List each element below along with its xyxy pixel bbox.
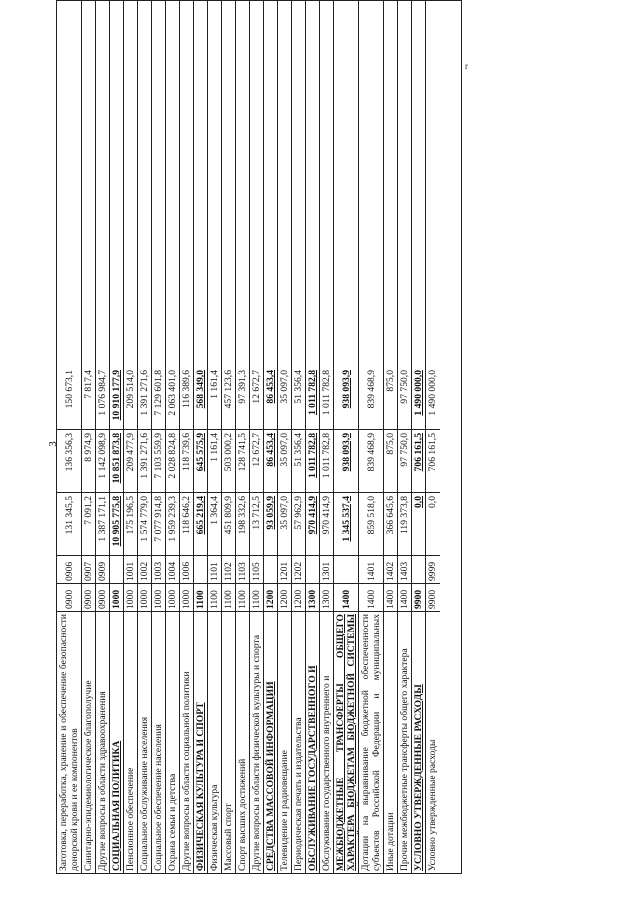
row-name: ОБСЛУЖИВАНИЕ ГОСУДАРСТВЕННОГО И [306,611,319,873]
amount-2: 706 161,5 [426,429,440,492]
row-name: Другие вопросы в области социальной политики [180,611,193,873]
amount-2: 128 741,5 [236,429,249,492]
amount-2: 12 672,7 [250,429,263,492]
amount-1: 131 345,5 [57,492,81,555]
subsection-code: 1201 [278,555,291,583]
table-row [250,1,264,873]
row-name: Прочие межбюджетные трансферты общего характера [398,611,411,873]
row-name: Обслуживание государственного внутреннего и [320,611,333,873]
budget-table [56,0,462,874]
amount-3: 1 490 000,0 [427,370,438,416]
section-code: 1300 [306,583,319,611]
subsection-code: 1004 [166,555,179,583]
amount-1: 0,0 [412,492,425,555]
subsection-code: 1402 [384,555,397,583]
table-row [264,1,278,873]
amount-2: 2 028 824,8 [166,429,179,492]
section-code: 1100 [250,583,263,611]
amount-3: 875,0 [385,370,396,392]
amount-2: 839 468,9 [359,429,383,492]
amount-3: 1 011 782,8 [307,370,318,416]
amount-3: 2 063 401,0 [167,370,178,416]
section-code: 1200 [264,583,277,611]
subsection-code: 0909 [96,555,109,583]
amount-2: 875,0 [384,429,397,492]
table-row [306,1,320,873]
table-row [138,1,152,873]
row-name: Социальное обеспечение населения [152,611,165,873]
subsection-code: 1102 [222,555,235,583]
amount-2: 1 142 098,9 [96,429,109,492]
section-code: 1000 [152,583,165,611]
table-row [412,1,426,873]
table-row [82,1,96,873]
amount-2: 209 477,9 [124,429,137,492]
section-code: 1400 [384,583,397,611]
amount-2: 1 011 782,8 [320,429,333,492]
amount-3: 35 097,0 [279,370,290,404]
table-row [124,1,138,873]
amount-3: 457 123,6 [223,370,234,409]
subsection-code [412,555,425,583]
row-name: Дотации на выравнивание бюджетной обеспеченности субъектов Российской Федерации и муниципальных [359,611,383,873]
amount-3: 97 750,0 [399,370,410,404]
amount-1: 1 364,4 [208,492,221,555]
subsection-code [194,555,207,583]
margin-mark: r [465,61,468,71]
table-row [398,1,412,873]
amount-3: 209 514,0 [125,370,136,409]
table-row [359,1,384,873]
amount-1: 451 809,9 [222,492,235,555]
amount-1: 970 414,9 [320,492,333,555]
table-row [426,1,440,873]
amount-2: 706 161,5 [412,429,425,492]
table-row [96,1,110,873]
section-code: 1200 [278,583,291,611]
amount-1: 366 645,6 [384,492,397,555]
amount-3: 150 673,1 [63,370,75,409]
section-code: 1000 [110,583,123,611]
row-name: СРЕДСТВА МАССОВОЙ ИНФОРМАЦИИ [264,611,277,873]
section-code: 1400 [398,583,411,611]
section-code: 1400 [334,583,358,611]
amount-3: 839 468,9 [365,370,377,409]
subsection-code: 1202 [292,555,305,583]
table-row [166,1,180,873]
section-code: 9900 [412,583,425,611]
amount-1: 1 959 239,3 [166,492,179,555]
row-name: Пенсионное обеспечение [124,611,137,873]
section-code: 1000 [166,583,179,611]
section-code: 9900 [426,583,440,611]
amount-3: 10 910 177,9 [111,370,122,421]
amount-2: 86 453,4 [264,429,277,492]
amount-1: 859 518,0 [359,492,383,555]
table-row [194,1,208,873]
section-code: 1000 [124,583,137,611]
amount-1: 1 345 537,4 [334,492,358,555]
amount-1: 198 332,6 [236,492,249,555]
section-code: 1200 [292,583,305,611]
amount-3: 7 129 601,8 [153,370,164,416]
amount-1: 970 414,9 [306,492,319,555]
amount-2: 645 575,9 [194,429,207,492]
table-row [292,1,306,873]
amount-3: 568 349,0 [195,370,206,409]
subsection-code: 1001 [124,555,137,583]
amount-3: 97 391,3 [237,370,248,404]
subsection-code [334,555,358,583]
table-row [236,1,250,873]
amount-3: 86 453,4 [265,370,276,404]
table-row [57,1,82,873]
subsection-code: 1002 [138,555,151,583]
amount-3: 7 817,4 [83,370,94,399]
amount-1: 175 196,5 [124,492,137,555]
row-name: Заготовка, переработка, хранение и обеспечение безопасности донорской крови и ее компонентов [57,611,81,873]
amount-3: 1 076 984,7 [97,370,108,416]
subsection-code: 1105 [250,555,263,583]
row-name: Другие вопросы в области физической культуры и спорта [250,611,263,873]
amount-2: 97 750,0 [398,429,411,492]
table-row [180,1,194,873]
row-name: Социальное обслуживание населения [138,611,151,873]
amount-3: 1 011 782,8 [321,370,332,416]
subsection-code [110,555,123,583]
amount-2: 1 011 782,8 [306,429,319,492]
amount-2: 35 097,0 [278,429,291,492]
table-row [208,1,222,873]
row-name: Массовый спорт [222,611,235,873]
amount-1: 1 574 779,0 [138,492,151,555]
amount-3: 1 161,4 [209,370,220,399]
table-row [320,1,334,873]
table-row [278,1,292,873]
section-code: 1100 [222,583,235,611]
amount-1: 35 097,0 [278,492,291,555]
subsection-code: 1403 [398,555,411,583]
amount-2: 10 851 873,8 [110,429,123,492]
row-name: Охрана семьи и детства [166,611,179,873]
table-row [222,1,236,873]
amount-2: 1 391 271,6 [138,429,151,492]
amount-2: 8 974,9 [82,429,95,492]
amount-1: 93 059,9 [264,492,277,555]
page-number: 3 [47,441,59,447]
subsection-code: 1003 [152,555,165,583]
amount-3: 938 093,9 [340,370,352,409]
amount-1: 118 646,2 [180,492,193,555]
table-row [334,1,359,873]
subsection-code: 9999 [426,555,440,583]
amount-2: 136 356,3 [57,429,81,492]
subsection-code: 1101 [208,555,221,583]
section-code: 0900 [57,583,81,611]
row-name: Санитарно-эпидемиологическое благополучие [82,611,95,873]
row-name: Спорт высших достижений [236,611,249,873]
amount-2: 938 093,9 [334,429,358,492]
amount-1: 7 077 914,8 [152,492,165,555]
amount-1: 7 091,2 [82,492,95,555]
row-name: ФИЗИЧЕСКАЯ КУЛЬТУРА И СПОРТ [194,611,207,873]
subsection-code: 0907 [82,555,95,583]
amount-1: 13 712,5 [250,492,263,555]
amount-2: 503 000,2 [222,429,235,492]
section-code: 1000 [180,583,193,611]
table-row [384,1,398,873]
subsection-code: 1103 [236,555,249,583]
row-name: Телевидение и радиовещание [278,611,291,873]
amount-1: 0,0 [426,492,440,555]
amount-3: 1 391 271,6 [139,370,150,416]
subsection-code: 0906 [57,555,81,583]
amount-2: 118 739,6 [180,429,193,492]
amount-1: 10 905 775,8 [110,492,123,555]
amount-3: 116 389,6 [181,370,192,409]
section-code: 1400 [359,583,383,611]
row-name: Иные дотации [384,611,397,873]
subsection-code: 1401 [359,555,383,583]
amount-2: 7 103 559,9 [152,429,165,492]
section-code: 1000 [138,583,151,611]
subsection-code [306,555,319,583]
section-code: 1300 [320,583,333,611]
section-code: 1100 [194,583,207,611]
row-name: Периодическая печать и издательства [292,611,305,873]
subsection-code: 1301 [320,555,333,583]
amount-3: 51 356,4 [293,370,304,404]
section-code: 0900 [82,583,95,611]
amount-1: 1 387 171,1 [96,492,109,555]
row-name: Другие вопросы в области здравоохранения [96,611,109,873]
section-code: 1100 [236,583,249,611]
amount-3: 1 490 000,0 [413,370,424,416]
section-code: 1100 [208,583,221,611]
subsection-code [264,555,277,583]
table-row [110,1,124,873]
row-name: МЕЖБЮДЖЕТНЫЕ ТРАНСФЕРТЫ ОБЩЕГО ХАРАКТЕРА БЮДЖЕТАМ БЮДЖЕТНОЙ СИСТЕМЫ [334,611,358,873]
subsection-code: 1006 [180,555,193,583]
amount-1: 57 962,9 [292,492,305,555]
row-name: Условно утвержденные расходы [426,611,440,873]
section-code: 0900 [96,583,109,611]
amount-2: 51 356,4 [292,429,305,492]
amount-1: 119 373,8 [398,492,411,555]
table-row [152,1,166,873]
row-name: УСЛОВНО УТВЕРЖДЕННЫЕ РАСХОДЫ [412,611,425,873]
amount-1: 665 219,4 [194,492,207,555]
amount-2: 1 161,4 [208,429,221,492]
row-name: СОЦИАЛЬНАЯ ПОЛИТИКА [110,611,123,873]
row-name: Физическая культура [208,611,221,873]
amount-3: 12 672,7 [251,370,262,404]
